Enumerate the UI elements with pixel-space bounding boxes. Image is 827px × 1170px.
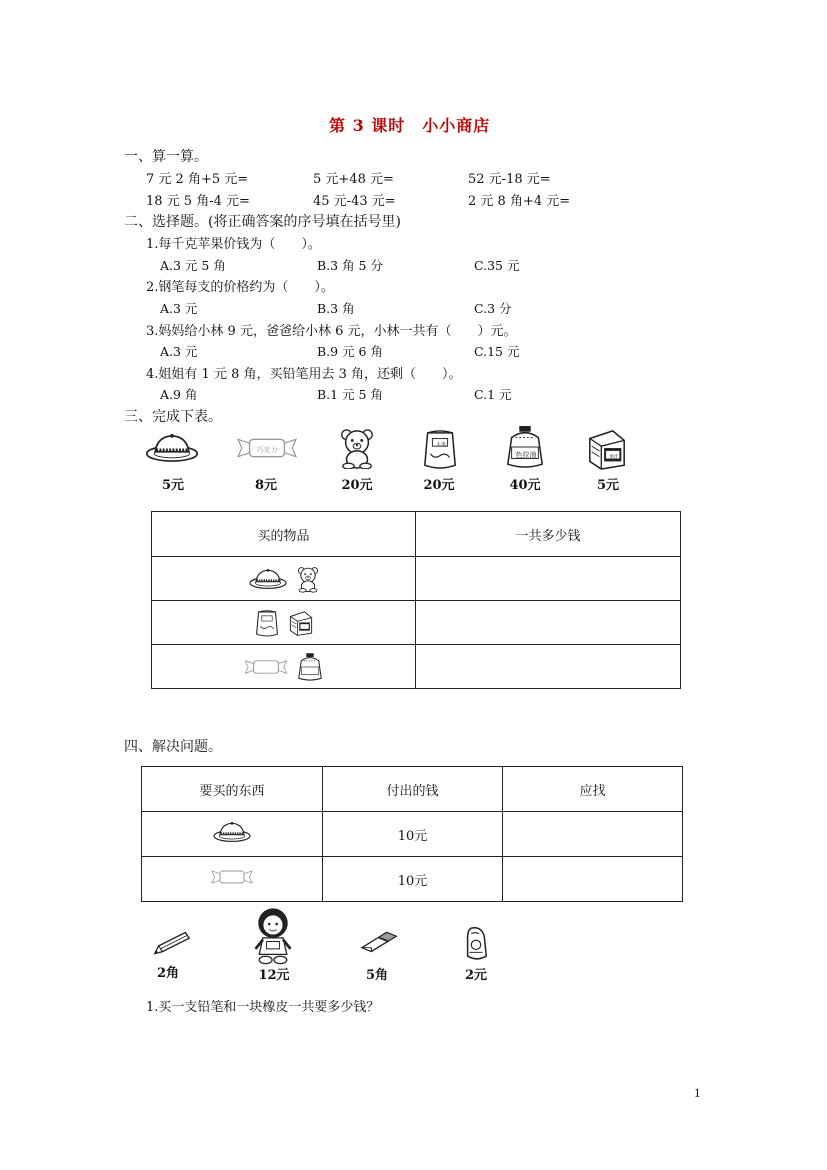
question-3: 3.妈妈给小林 9 元，爸爸给小林 6 元，小林一共有（ ）元。 [146,324,517,339]
option-c: C.1 元 [474,387,512,402]
table-row [142,812,683,857]
option-b: B.9 元 6 角 [317,344,383,359]
juice-label: 果汁 [609,455,619,460]
table-row [152,645,681,689]
option-b: B.3 角 5 分 [317,258,383,273]
purchase-table [151,511,681,689]
question-1: 1.每千克苹果价钱为（ ）。 [146,237,321,252]
pencil-icon [151,928,193,958]
price-label: 5角 [365,968,389,983]
paid-cell: 10元 [323,857,503,902]
price-label: 5元 [596,478,620,493]
juice-box-icon [586,427,628,471]
table-row [142,857,683,902]
table-row [152,601,681,645]
price-label: 12元 [258,968,290,983]
price-label: 20元 [341,478,373,493]
bag-label: 大米 [435,442,447,448]
price-label: 40元 [509,478,541,493]
option-c: C.35 元 [474,258,520,273]
option-c: C.3 分 [474,301,512,316]
price-label: 8元 [254,478,278,493]
section-3-heading: 三、完成下表。 [124,409,222,425]
hat-icon [144,430,200,466]
option-a: A.9 角 [160,387,198,402]
change-cell[interactable] [503,812,683,857]
price-label: 20元 [423,478,455,493]
item-cell [142,857,323,902]
item-cell [142,812,323,857]
rice-bag-icon [421,427,459,471]
rice-bag-icon [254,608,280,638]
eraser-icon [358,928,400,954]
calc-item: 45 元-43 元= [313,194,396,209]
oil-bottle-icon [504,424,546,470]
price-label: 5元 [161,478,185,493]
change-cell[interactable] [503,857,683,902]
table-header: 应找 [503,767,683,812]
items-cell [152,645,416,689]
calc-item: 52 元-18 元= [468,172,551,187]
table-header: 付出的钱 [323,767,503,812]
juice-box-icon [288,609,314,637]
table-header: 买的物品 [152,512,416,557]
teddy-bear-icon [296,565,320,593]
option-b: B.3 角 [317,301,355,316]
items-cell [152,601,416,645]
word-problem-1: 1.买一支铅笔和一块橡皮一共要多少钱？ [146,1000,380,1015]
sharpener-icon [462,924,490,962]
question-4: 4.姐姐有 1 元 8 角，买铅笔用去 3 角，还剩（ ）。 [146,367,462,382]
table-header: 一共多少钱 [416,512,681,557]
option-a: A.3 元 [160,344,198,359]
items-cell [152,557,416,601]
option-a: A.3 元 [160,301,198,316]
calc-item: 7 元 2 角+5 元= [146,172,249,187]
section-2-heading: 二、选择题。(将正确答案的序号填在括号里) [124,214,401,230]
doll-icon [250,906,296,966]
price-label: 2元 [464,968,488,983]
calc-item: 5 元+48 元= [313,172,394,187]
oil-bottle-icon [296,652,324,682]
page-number: 1 [694,1085,701,1100]
question-2: 2.钢笔每支的价格约为（ ）。 [146,280,334,295]
option-a: A.3 元 5 角 [160,258,226,273]
table-header: 要买的东西 [142,767,323,812]
chocolate-candy-icon [236,433,298,463]
teddy-bear-icon [338,427,376,469]
answer-cell[interactable] [416,601,681,645]
paid-cell: 10元 [323,812,503,857]
candy-label: 巧克力 [256,446,278,454]
calc-item: 18 元 5 角-4 元= [146,194,250,209]
page-title: 第 3 课时 小小商店 [329,116,491,135]
change-table [141,766,683,902]
option-c: C.15 元 [474,344,520,359]
oil-label: 色拉油 [515,451,537,459]
hat-icon [248,566,288,592]
option-b: B.1 元 5 角 [317,387,383,402]
section-1-heading: 一、算一算。 [124,149,208,165]
price-label: 2角 [156,966,180,981]
hat-icon [212,819,252,845]
calc-item: 2 元 8 角+4 元= [468,194,571,209]
chocolate-candy-icon [210,867,254,887]
section-4-heading: 四、解决问题。 [124,739,222,755]
answer-cell[interactable] [416,645,681,689]
table-row [152,557,681,601]
answer-cell[interactable] [416,557,681,601]
chocolate-candy-icon [244,656,288,678]
